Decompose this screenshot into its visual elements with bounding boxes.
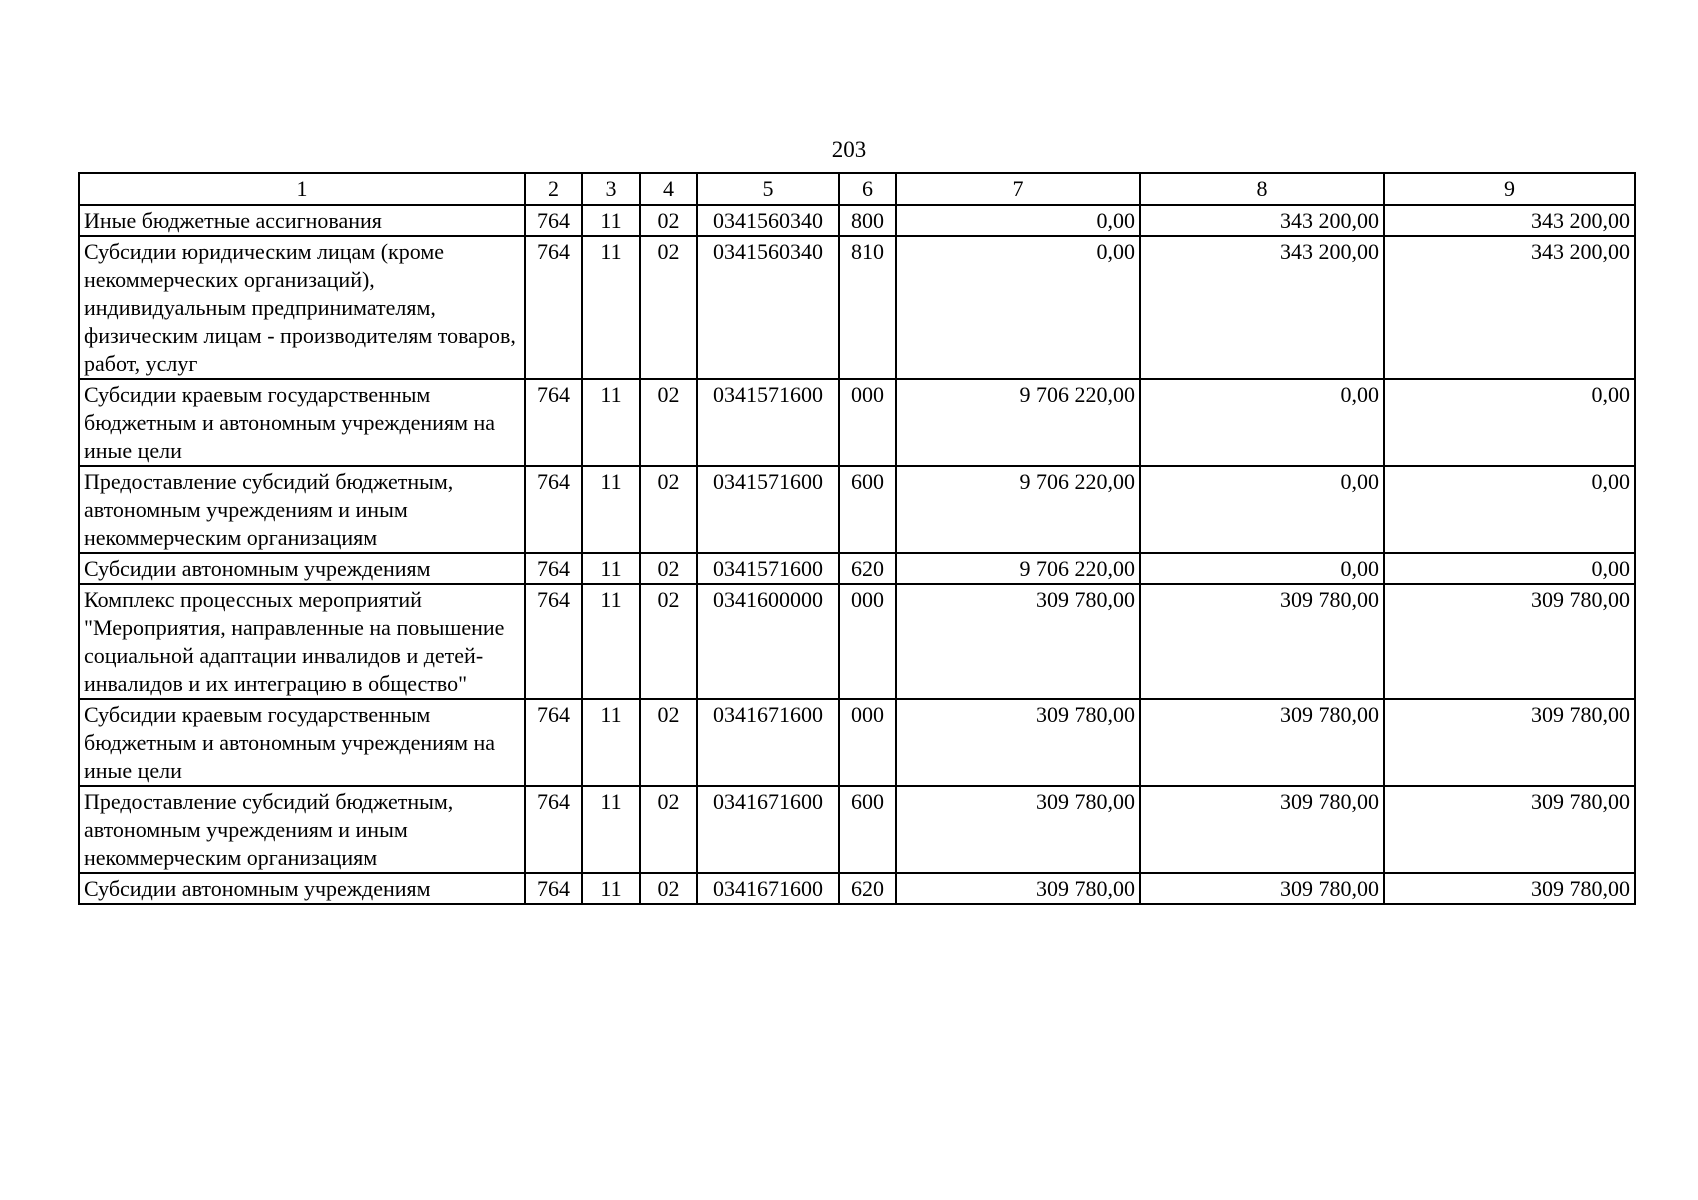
amount-8-cell: 309 780,00 (1140, 873, 1384, 904)
amount-7-cell: 309 780,00 (896, 584, 1140, 699)
amount-7-cell: 309 780,00 (896, 873, 1140, 904)
code-3-cell: 11 (582, 699, 640, 786)
code-2-cell: 764 (525, 699, 582, 786)
table-row (79, 786, 1635, 873)
amount-7-cell: 309 780,00 (896, 699, 1140, 786)
amount-8-cell: 343 200,00 (1140, 205, 1384, 236)
table-row (79, 873, 1635, 904)
code-4-cell: 02 (640, 553, 697, 584)
code-3-cell: 11 (582, 873, 640, 904)
amount-7-cell: 0,00 (896, 205, 1140, 236)
amount-8-cell: 0,00 (1140, 553, 1384, 584)
code-5-cell: 0341671600 (697, 699, 839, 786)
code-5-cell: 0341671600 (697, 786, 839, 873)
amount-9-cell: 0,00 (1384, 466, 1635, 553)
header-cell-9: 9 (1384, 173, 1635, 205)
header-row (79, 173, 1635, 205)
code-3-cell: 11 (582, 786, 640, 873)
header-cell-4: 4 (640, 173, 697, 205)
budget-table (78, 172, 1636, 905)
item-name-cell: Субсидии краевым государственным бюджетным и автономным учреждениям на иные цели (79, 379, 525, 466)
code-5-cell: 0341571600 (697, 553, 839, 584)
table-row (79, 699, 1635, 786)
code-2-cell: 764 (525, 873, 582, 904)
item-name-cell: Субсидии автономным учреждениям (79, 553, 525, 584)
item-name-cell: Субсидии краевым государственным бюджетным и автономным учреждениям на иные цели (79, 699, 525, 786)
header-cell-3: 3 (582, 173, 640, 205)
code-4-cell: 02 (640, 873, 697, 904)
table-row (79, 205, 1635, 236)
amount-7-cell: 9 706 220,00 (896, 466, 1140, 553)
code-5-cell: 0341560340 (697, 236, 839, 379)
code-6-cell: 620 (839, 873, 896, 904)
amount-7-cell: 9 706 220,00 (896, 379, 1140, 466)
item-name-cell: Предоставление субсидий бюджетным, автономным учреждениям и иным некоммерческим организациям (79, 466, 525, 553)
code-6-cell: 600 (839, 786, 896, 873)
header-cell-2: 2 (525, 173, 582, 205)
table-row (79, 553, 1635, 584)
amount-9-cell: 0,00 (1384, 379, 1635, 466)
code-4-cell: 02 (640, 699, 697, 786)
code-4-cell: 02 (640, 379, 697, 466)
code-4-cell: 02 (640, 584, 697, 699)
amount-7-cell: 309 780,00 (896, 786, 1140, 873)
table-row (79, 379, 1635, 466)
code-4-cell: 02 (640, 236, 697, 379)
code-3-cell: 11 (582, 584, 640, 699)
code-6-cell: 600 (839, 466, 896, 553)
table-row (79, 584, 1635, 699)
code-3-cell: 11 (582, 553, 640, 584)
amount-9-cell: 309 780,00 (1384, 786, 1635, 873)
amount-8-cell: 343 200,00 (1140, 236, 1384, 379)
amount-7-cell: 0,00 (896, 236, 1140, 379)
code-2-cell: 764 (525, 379, 582, 466)
code-5-cell: 0341671600 (697, 873, 839, 904)
code-2-cell: 764 (525, 466, 582, 553)
amount-8-cell: 309 780,00 (1140, 786, 1384, 873)
amount-8-cell: 0,00 (1140, 466, 1384, 553)
code-3-cell: 11 (582, 466, 640, 553)
item-name-cell: Предоставление субсидий бюджетным, автономным учреждениям и иным некоммерческим организациям (79, 786, 525, 873)
code-3-cell: 11 (582, 379, 640, 466)
code-2-cell: 764 (525, 205, 582, 236)
table-row (79, 236, 1635, 379)
amount-8-cell: 0,00 (1140, 379, 1384, 466)
code-2-cell: 764 (525, 786, 582, 873)
amount-8-cell: 309 780,00 (1140, 584, 1384, 699)
amount-9-cell: 309 780,00 (1384, 873, 1635, 904)
item-name-cell: Субсидии автономным учреждениям (79, 873, 525, 904)
header-cell-8: 8 (1140, 173, 1384, 205)
amount-9-cell: 343 200,00 (1384, 236, 1635, 379)
code-2-cell: 764 (525, 236, 582, 379)
code-3-cell: 11 (582, 236, 640, 379)
item-name-cell: Иные бюджетные ассигнования (79, 205, 525, 236)
header-cell-1: 1 (79, 173, 525, 205)
amount-9-cell: 309 780,00 (1384, 699, 1635, 786)
code-6-cell: 000 (839, 699, 896, 786)
item-name-cell: Субсидии юридическим лицам (кроме некоммерческих организаций), индивидуальным предпринимателям, физическим лицам - производителям товаров, работ, услуг (79, 236, 525, 379)
table-row (79, 466, 1635, 553)
header-cell-5: 5 (697, 173, 839, 205)
amount-7-cell: 9 706 220,00 (896, 553, 1140, 584)
code-5-cell: 0341571600 (697, 379, 839, 466)
amount-9-cell: 0,00 (1384, 553, 1635, 584)
code-6-cell: 000 (839, 379, 896, 466)
header-cell-6: 6 (839, 173, 896, 205)
code-2-cell: 764 (525, 584, 582, 699)
code-6-cell: 810 (839, 236, 896, 379)
code-4-cell: 02 (640, 205, 697, 236)
table-body (79, 205, 1635, 904)
amount-8-cell: 309 780,00 (1140, 699, 1384, 786)
page-number: 203 (831, 137, 867, 162)
code-2-cell: 764 (525, 553, 582, 584)
amount-9-cell: 343 200,00 (1384, 205, 1635, 236)
code-4-cell: 02 (640, 786, 697, 873)
code-6-cell: 000 (839, 584, 896, 699)
amount-9-cell: 309 780,00 (1384, 584, 1635, 699)
item-name-cell: Комплекс процессных мероприятий "Мероприятия, направленные на повышение социальной адаптации инвалидов и детей-инвалидов и их интеграцию в общество" (79, 584, 525, 699)
code-5-cell: 0341600000 (697, 584, 839, 699)
code-6-cell: 800 (839, 205, 896, 236)
code-3-cell: 11 (582, 205, 640, 236)
code-5-cell: 0341571600 (697, 466, 839, 553)
code-4-cell: 02 (640, 466, 697, 553)
code-5-cell: 0341560340 (697, 205, 839, 236)
header-cell-7: 7 (896, 173, 1140, 205)
code-6-cell: 620 (839, 553, 896, 584)
